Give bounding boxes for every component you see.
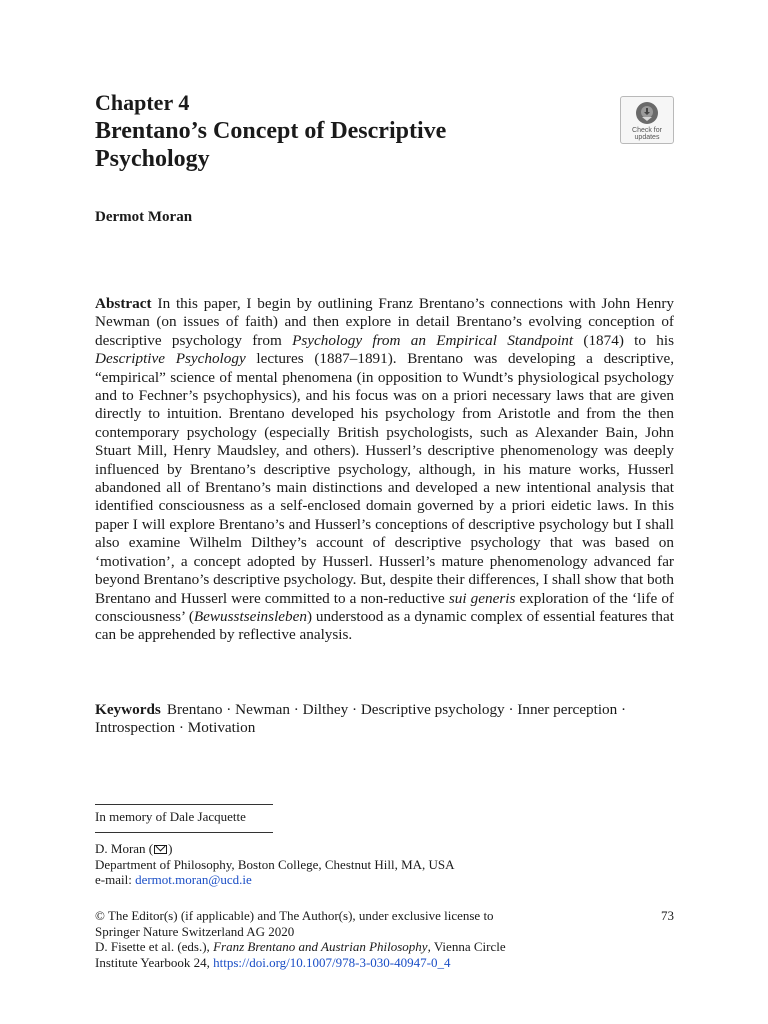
dedication-footnote: In memory of Dale Jacquette [95, 809, 246, 824]
page-number: 73 [661, 908, 674, 923]
copyright-line3-pre: D. Fisette et al. (eds.), [95, 939, 214, 954]
copyright-line3-post: , Vienna Circle [427, 939, 506, 954]
abstract-text-1: In this paper, I begin by outlining Franz Brentano’s connections with John Henry Newman (on issues of faith) and then explore in detail Brentano’s evolving conception of descriptive psychology from [95, 295, 674, 349]
copyright-notice [95, 908, 615, 970]
author-affiliation [95, 841, 655, 888]
keywords-list: Brentano · Newman · Dilthey · Descriptive psychology · Inner perception · Introspection · Motivation [95, 701, 627, 737]
keywords [95, 701, 635, 738]
footnote-rule [95, 804, 273, 805]
copyright-line2: Springer Nature Switzerland AG 2020 [95, 923, 295, 939]
copyright-line4-pre: Institute Yearbook 24, [95, 954, 214, 970]
abstract-text-2: (1874) to his [573, 331, 675, 349]
badge-label-line1: Check for [632, 127, 662, 134]
copyright-line1: © The Editor(s) (if applicable) and The Author(s), under exclusive license to [95, 908, 494, 923]
abstract [95, 295, 674, 645]
abstract-label: Abstract [95, 295, 152, 312]
affiliation-name-close: ) [168, 841, 173, 856]
abstract-text-5: ) understood as a dynamic complex of essential features that can be apprehended by reflective analysis. [95, 607, 674, 644]
chapter-title-line2: Psychology [95, 146, 210, 172]
chapter-title [95, 117, 595, 173]
abstract-title-1: Psychology from an Empirical Standpoint [292, 331, 574, 349]
email-link[interactable]: dermot.moran@ucd.ie [135, 872, 252, 887]
author-name: Dermot Moran [95, 209, 193, 225]
email-label: e-mail: [95, 872, 136, 887]
check-for-updates-icon [635, 101, 659, 125]
chapter-label: Chapter 4 [95, 90, 190, 115]
badge-label [632, 127, 662, 141]
book-title: Franz Brentano and Austrian Philosophy [213, 939, 428, 954]
affiliation-department: Department of Philosophy, Boston College, Chestnut Hill, MA, USA [95, 856, 455, 872]
badge-label-line2: updates [634, 134, 660, 141]
abstract-term-2: Bewusstseinsleben [193, 607, 307, 625]
keywords-label: Keywords [95, 701, 161, 718]
abstract-text-4: exploration of the ‘life of consciousness’ ( [95, 589, 674, 625]
abstract-text-3: lectures (1887–1891). Brentano was developing a descriptive, “empirical” science of mental phenomena (in opposition to Wundt’s physiological psychology and to Fechner’s psychophysics), and his focus was on a priori necessary laws that are given directly to intuition. Brentano developed his psychology from Aristotle and from the then contemporary psychology (especially British psychologists, such as Alexander Bain, John Stuart Mill, Henry Maudsley, and others). Husserl’s descriptive phenomenology was deeply influenced by Brentano’s descriptive psychology, although, in his mature works, Husserl abandoned all of Brentano’s main distinctions and developed a new intentional analysis that identified consciousness as a self-enclosed domain governed by a priori eidetic laws. In this paper I will explore Brentano’s and Husserl’s conceptions of descriptive psychology but I shall also examine Wilhelm Dilthey’s account of descriptive psychology that was based on ‘motivation’, a concept adopted by Husserl. Husserl’s mature phenomenology advanced far beyond Brentano’s descriptive psychology. But, despite their differences, I shall show that both Brentano and Husserl were committed to a non-reductive [95, 350, 675, 607]
affiliation-name: D. Moran ( [95, 841, 154, 856]
check-for-updates-badge[interactable] [620, 96, 674, 144]
chapter-title-line1: Brentano’s Concept of Descriptive [95, 118, 447, 144]
envelope-icon [154, 845, 167, 854]
abstract-title-2: Descriptive Psychology [95, 350, 246, 368]
abstract-term-1: sui generis [448, 589, 516, 607]
doi-link[interactable]: https://doi.org/10.1007/978-3-030-40947-0_4 [213, 954, 451, 970]
footnote-rule-2 [95, 832, 273, 833]
